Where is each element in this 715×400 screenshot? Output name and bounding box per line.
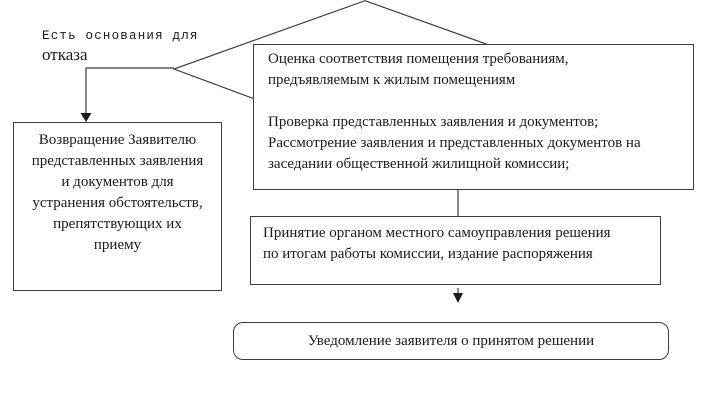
assessment-line: Проверка представленных заявления и документов; [268, 114, 599, 130]
authority-decision-box [250, 216, 661, 285]
assessment-process-box [253, 44, 694, 190]
assessment-line: Оценка соответствия помещения требованиям, [268, 51, 569, 67]
notification-box [233, 322, 669, 360]
return-box-line: препятствующих их [53, 216, 182, 232]
refusal-grounds-label-line1: Есть основания для [42, 29, 199, 43]
arrowhead-down-to-return-box [81, 113, 92, 122]
return-box-line: Возвращение Заявителю [38, 132, 197, 148]
return-box-line: приему [93, 237, 142, 253]
refusal-connector-line [86, 68, 174, 114]
assessment-line: заседании общественной жилищной комиссии; [268, 156, 570, 172]
assessment-line: предъявляемым к жилым помещениям [268, 72, 516, 88]
return-box-line: устранения обстоятельств, [32, 195, 203, 211]
arrowhead-down-to-notification-box [453, 293, 463, 303]
assessment-line: Рассмотрение заявления и представленных документов на [268, 135, 641, 151]
assessment-paragraph-1 [268, 49, 683, 91]
decision-box-line: Принятие органом местного самоуправления решения [263, 225, 611, 241]
return-box-line: и документов для [61, 174, 174, 190]
assessment-paragraph-2 [268, 112, 683, 175]
refusal-grounds-label [42, 28, 199, 65]
decision-box-line: по итогам работы комиссии, издание распоряжения [263, 246, 593, 262]
notification-box-text: Уведомление заявителя о принятом решении [307, 332, 595, 349]
return-box-line: представленных заявления [31, 153, 204, 169]
refusal-grounds-label-line2: отказа [42, 45, 88, 64]
return-to-applicant-box [13, 122, 222, 291]
